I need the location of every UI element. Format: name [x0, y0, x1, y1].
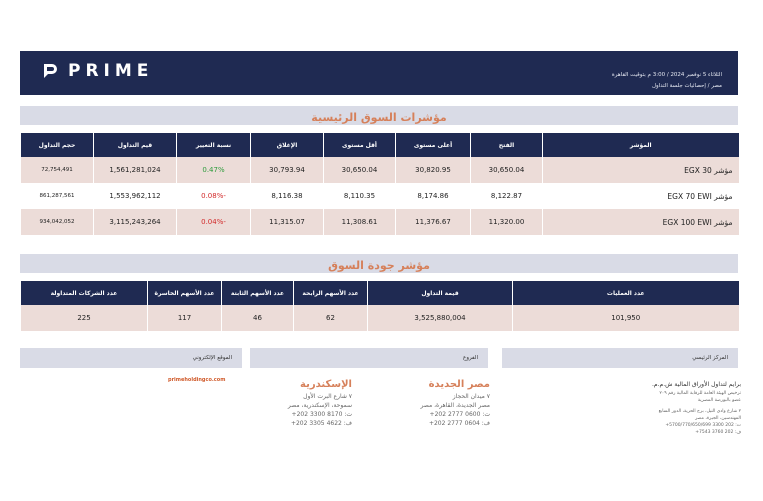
branch-heliopolis-street: ٧ ميدان الحجاز [452, 393, 490, 400]
unchanged-count: 46 [222, 305, 294, 331]
branch-alexandria-phone: ت: 8170 3300 202+ [291, 411, 352, 418]
branch-heliopolis-city: مصر الجديدة، القاهرة، مصر [420, 402, 490, 409]
traded-volume: 861,287,561 [21, 183, 94, 209]
branches-bar [250, 348, 488, 368]
index-name: مؤشر EGX 100 EWI [543, 209, 739, 235]
traded-volume: 934,042,052 [21, 209, 94, 235]
high-value: 30,820.95 [396, 157, 471, 183]
report-date: الثلاثاء 5 نوفمبر 2024 / 3:00 م بتوقيت القاهرة [611, 72, 722, 78]
col-volume: حجم التداول [21, 133, 94, 157]
index-name: مؤشر EGX 30 [543, 157, 739, 183]
low-value: 30,650.04 [324, 157, 396, 183]
brand-name: PRIME [68, 61, 154, 81]
report-subtitle: مصر / إحصائيات جلسة التداول [651, 83, 722, 89]
col-trades: عدد العمليات [513, 281, 739, 305]
hq-fax: ف: 202 3760 7543+ [695, 430, 741, 435]
quality-header-row [21, 281, 739, 305]
quality-table [20, 281, 739, 331]
main-indices-table [20, 133, 739, 235]
hq-street: ٢ شارع وادي النيل، برج الحرية، الدور السابع [658, 409, 741, 414]
branch-heliopolis [368, 378, 490, 428]
col-high: أعلى مستوى [396, 133, 471, 157]
change-value: -0.04% [177, 209, 251, 235]
branch-heliopolis-phone: ت: 0600 2777 202+ [429, 411, 490, 418]
traded-companies-count: 225 [21, 305, 148, 331]
branch-heliopolis-name: مصر الجديدة [428, 379, 490, 390]
open-value: 8,122.87 [471, 183, 543, 209]
branch-alexandria-city: سموحة، الإسكندرية، مصر [287, 402, 352, 409]
col-close: الإغلاق [251, 133, 324, 157]
change-value: -0.08% [177, 183, 251, 209]
hq-license: ترخيص الهيئة العامة للرقابة المالية رقم ٢٠٩ [659, 391, 741, 396]
col-open: الفتح [471, 133, 543, 157]
table-row [21, 157, 739, 183]
traded-value: 1,553,962,112 [94, 183, 177, 209]
website-bar [20, 348, 242, 368]
header-info [612, 70, 722, 92]
trades-count: 101,950 [513, 305, 739, 331]
quality-title: مؤشر جودة السوق [328, 259, 430, 272]
main-indices-title-bar [20, 106, 738, 125]
index-name: مؤشر EGX 70 EWI [543, 183, 739, 209]
hq-city: المهندسين، الجيزة، مصر [695, 416, 741, 421]
high-value: 8,174.86 [396, 183, 471, 209]
quality-title-bar [20, 254, 738, 273]
col-trade-value: قيمة التداول [368, 281, 513, 305]
high-value: 11,376.67 [396, 209, 471, 235]
low-value: 11,308.61 [324, 209, 396, 235]
table-row [21, 305, 739, 331]
website-link[interactable]: primeholdingco.com [168, 377, 226, 383]
open-value: 11,320.00 [471, 209, 543, 235]
hq-membership: عضو بالبورصة المصرية [697, 398, 741, 403]
prime-logo-icon [40, 61, 60, 81]
traded-value: 1,561,281,024 [94, 157, 177, 183]
col-losers: عدد الأسهم الخاسرة [148, 281, 222, 305]
traded-value: 3,115,243,264 [94, 209, 177, 235]
close-value: 30,793.94 [251, 157, 324, 183]
trade-value: 3,525,880,004 [368, 305, 513, 331]
close-value: 8,116.38 [251, 183, 324, 209]
branches-label: الفروع [463, 355, 478, 361]
website-label: الموقع الإلكتروني [192, 355, 232, 361]
col-gainers: عدد الأسهم الرابحة [294, 281, 368, 305]
branch-alexandria-street: ٧ شارع البرت الأول [303, 393, 352, 400]
col-low: أقل مستوى [324, 133, 396, 157]
main-indices-title: مؤشرات السوق الرئيسية [311, 111, 447, 124]
col-value: قيم التداول [94, 133, 177, 157]
open-value: 30,650.04 [471, 157, 543, 183]
losers-count: 117 [148, 305, 222, 331]
table-row [21, 183, 739, 209]
close-value: 11,315.07 [251, 209, 324, 235]
col-unchanged: عدد الأسهم الثابتة [222, 281, 294, 305]
header-bar [20, 51, 738, 95]
head-office [591, 380, 741, 436]
branch-alexandria-fax: ف: 4622 3305 202+ [290, 420, 352, 427]
col-index: المؤشر [543, 133, 739, 157]
col-change: نسبة التغيير [177, 133, 251, 157]
branch-heliopolis-fax: ف: 0604 2777 202+ [428, 420, 490, 427]
change-value: 0.47% [177, 157, 251, 183]
hq-bar [502, 348, 738, 368]
low-value: 8,110.35 [324, 183, 396, 209]
branch-alexandria [240, 378, 352, 428]
hq-phone: ت: 202 3300 5700/770/650/699+ [665, 423, 741, 428]
prime-logo [40, 61, 153, 81]
main-indices-header-row [21, 133, 739, 157]
col-traded-companies: عدد الشركات المتداولة [21, 281, 148, 305]
hq-company-name: برايم لتداول الأوراق المالية ش.م.م. [652, 381, 741, 388]
gainers-count: 62 [294, 305, 368, 331]
branch-alexandria-name: الإسكندرية [300, 379, 352, 390]
table-row [21, 209, 739, 235]
traded-volume: 72,754,491 [21, 157, 94, 183]
hq-label: المركز الرئيسي [692, 355, 728, 361]
